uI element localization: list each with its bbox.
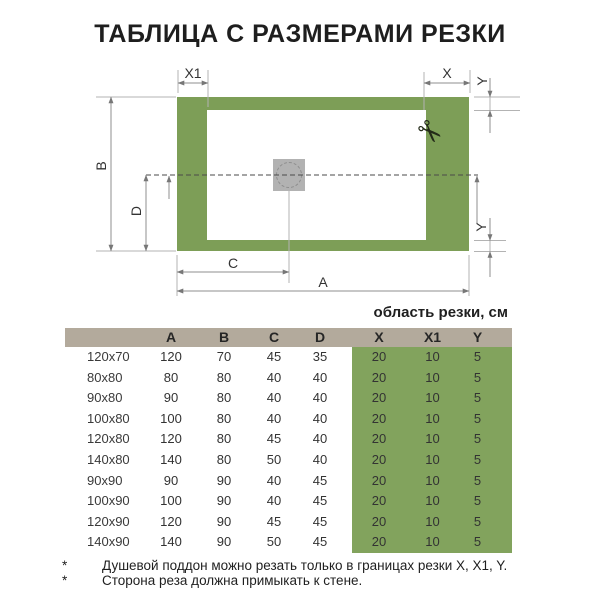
cell-d: 40 bbox=[312, 390, 328, 406]
cell-a: 120 bbox=[160, 431, 182, 447]
cell-b: 70 bbox=[216, 349, 232, 364]
cell-y: 5 bbox=[459, 409, 512, 431]
footnote-marker: * bbox=[62, 558, 68, 573]
cell-a: 90 bbox=[163, 472, 179, 488]
cell-d: 40 bbox=[312, 431, 328, 447]
cell-x1: 10 bbox=[406, 429, 459, 451]
cell-c: 40 bbox=[266, 410, 282, 426]
cell-a: 80 bbox=[163, 369, 179, 385]
footnote-line bbox=[62, 574, 542, 589]
cell-c: 40 bbox=[266, 493, 282, 509]
footnote-marker: * bbox=[62, 572, 68, 588]
dim-label-x: X bbox=[442, 65, 452, 81]
cell-y: 5 bbox=[459, 532, 512, 554]
cell-y: 5 bbox=[459, 512, 512, 534]
header-x: X bbox=[374, 329, 384, 345]
cell-spacer bbox=[343, 512, 352, 534]
cell-x: 20 bbox=[352, 409, 406, 431]
cell-d: 40 bbox=[312, 410, 328, 426]
table-row bbox=[65, 532, 512, 553]
cell-y: 5 bbox=[459, 347, 512, 369]
cell-y: 5 bbox=[459, 471, 512, 493]
tray-inner-area bbox=[207, 110, 426, 240]
table-header-row bbox=[65, 328, 512, 347]
row-size: 90x90 bbox=[87, 472, 123, 488]
cell-x: 20 bbox=[352, 532, 406, 554]
cell-y: 5 bbox=[459, 429, 512, 451]
footnote-line bbox=[62, 559, 542, 574]
cell-b: 90 bbox=[216, 513, 232, 529]
cell-x: 20 bbox=[352, 429, 406, 451]
row-size: 120x90 bbox=[87, 513, 130, 529]
cell-y: 5 bbox=[459, 388, 512, 410]
cell-y: 5 bbox=[459, 450, 512, 472]
table-row bbox=[65, 429, 512, 450]
cell-a: 100 bbox=[160, 493, 182, 509]
cell-x: 20 bbox=[352, 512, 406, 534]
cell-x1: 10 bbox=[406, 368, 459, 390]
row-size: 80x80 bbox=[87, 369, 123, 385]
dim-label-c: C bbox=[227, 255, 239, 271]
dim-label-y-side: Y bbox=[473, 222, 489, 232]
dim-label-x1: X1 bbox=[184, 65, 202, 81]
scissors-icon: ✂ bbox=[408, 112, 450, 154]
cell-x1: 10 bbox=[406, 409, 459, 431]
cell-spacer bbox=[343, 491, 352, 513]
cell-a: 140 bbox=[160, 451, 182, 467]
dim-label-b: B bbox=[93, 161, 109, 171]
cell-x1: 10 bbox=[406, 512, 459, 534]
cell-x: 20 bbox=[352, 491, 406, 513]
footnotes bbox=[62, 559, 542, 588]
header-spacer bbox=[343, 328, 352, 347]
cell-x1: 10 bbox=[406, 491, 459, 513]
cell-x1: 10 bbox=[406, 450, 459, 472]
cell-a: 120 bbox=[160, 513, 182, 529]
cell-b: 80 bbox=[216, 369, 232, 385]
footnote-text: Душевой поддон можно резать только в границах резки X, X1, Y. bbox=[102, 558, 508, 573]
cell-x1: 10 bbox=[406, 532, 459, 554]
drain-square bbox=[273, 159, 305, 191]
cell-x1: 10 bbox=[406, 347, 459, 369]
table-row bbox=[65, 491, 512, 512]
cell-d: 40 bbox=[312, 451, 328, 467]
sizes-table bbox=[65, 328, 512, 553]
table-row bbox=[65, 450, 512, 471]
cell-d: 35 bbox=[312, 349, 328, 364]
cell-y: 5 bbox=[459, 368, 512, 390]
cell-x: 20 bbox=[352, 471, 406, 493]
header-c: C bbox=[268, 329, 280, 345]
cell-x1: 10 bbox=[406, 471, 459, 493]
header-d: D bbox=[314, 329, 326, 345]
row-size: 120x80 bbox=[87, 431, 130, 447]
cell-spacer bbox=[343, 429, 352, 451]
cell-c: 50 bbox=[266, 451, 282, 467]
cell-d: 45 bbox=[312, 472, 328, 488]
cell-x: 20 bbox=[352, 368, 406, 390]
cut-area-caption: область резки, см bbox=[373, 304, 508, 321]
footnote-text: Сторона реза должна примыкать к стене. bbox=[102, 572, 363, 588]
row-size: 100x90 bbox=[87, 493, 130, 509]
cell-d: 45 bbox=[312, 493, 328, 509]
cell-d: 45 bbox=[312, 534, 328, 550]
header-b: B bbox=[218, 329, 230, 345]
cell-x: 20 bbox=[352, 450, 406, 472]
cell-c: 40 bbox=[266, 390, 282, 406]
dim-label-d: D bbox=[128, 205, 144, 217]
cell-spacer bbox=[343, 368, 352, 390]
cell-a: 120 bbox=[160, 349, 182, 364]
cell-c: 45 bbox=[266, 431, 282, 447]
header-x1: X1 bbox=[423, 329, 442, 345]
row-size: 90x80 bbox=[87, 390, 123, 406]
cell-a: 100 bbox=[160, 410, 182, 426]
row-size: 100x80 bbox=[87, 410, 130, 426]
cell-spacer bbox=[343, 450, 352, 472]
cell-a: 140 bbox=[160, 534, 182, 550]
cell-a: 90 bbox=[163, 390, 179, 406]
cell-c: 40 bbox=[266, 472, 282, 488]
cell-b: 80 bbox=[216, 390, 232, 406]
table-row bbox=[65, 388, 512, 409]
dim-label-y-top: Y bbox=[474, 76, 490, 86]
header-size bbox=[65, 328, 145, 347]
cell-b: 90 bbox=[216, 534, 232, 550]
cell-spacer bbox=[343, 347, 352, 369]
cell-b: 80 bbox=[216, 410, 232, 426]
cell-x1: 10 bbox=[406, 388, 459, 410]
cell-d: 40 bbox=[312, 369, 328, 385]
header-a: A bbox=[165, 329, 177, 345]
table-row bbox=[65, 347, 512, 368]
cell-x: 20 bbox=[352, 388, 406, 410]
dim-label-a: A bbox=[318, 274, 328, 290]
cell-b: 80 bbox=[216, 431, 232, 447]
row-size: 120x70 bbox=[87, 349, 130, 364]
table-row bbox=[65, 368, 512, 389]
cell-d: 45 bbox=[312, 513, 328, 529]
cell-c: 45 bbox=[266, 513, 282, 529]
cell-b: 80 bbox=[216, 451, 232, 467]
cell-x: 20 bbox=[352, 347, 406, 369]
cell-spacer bbox=[343, 532, 352, 554]
table-row bbox=[65, 471, 512, 492]
header-y: Y bbox=[472, 329, 483, 345]
row-size: 140x80 bbox=[87, 451, 130, 467]
table-row bbox=[65, 512, 512, 533]
cell-y: 5 bbox=[459, 491, 512, 513]
row-size: 140x90 bbox=[87, 534, 130, 550]
page-title: ТАБЛИЦА С РАЗМЕРАМИ РЕЗКИ bbox=[94, 20, 506, 48]
cell-b: 90 bbox=[216, 472, 232, 488]
cell-spacer bbox=[343, 471, 352, 493]
table-row bbox=[65, 409, 512, 430]
cell-c: 40 bbox=[266, 369, 282, 385]
cell-c: 45 bbox=[266, 349, 282, 364]
cell-b: 90 bbox=[216, 493, 232, 509]
cell-c: 50 bbox=[266, 534, 282, 550]
cell-spacer bbox=[343, 409, 352, 431]
drain-circle bbox=[276, 162, 302, 188]
cell-spacer bbox=[343, 388, 352, 410]
